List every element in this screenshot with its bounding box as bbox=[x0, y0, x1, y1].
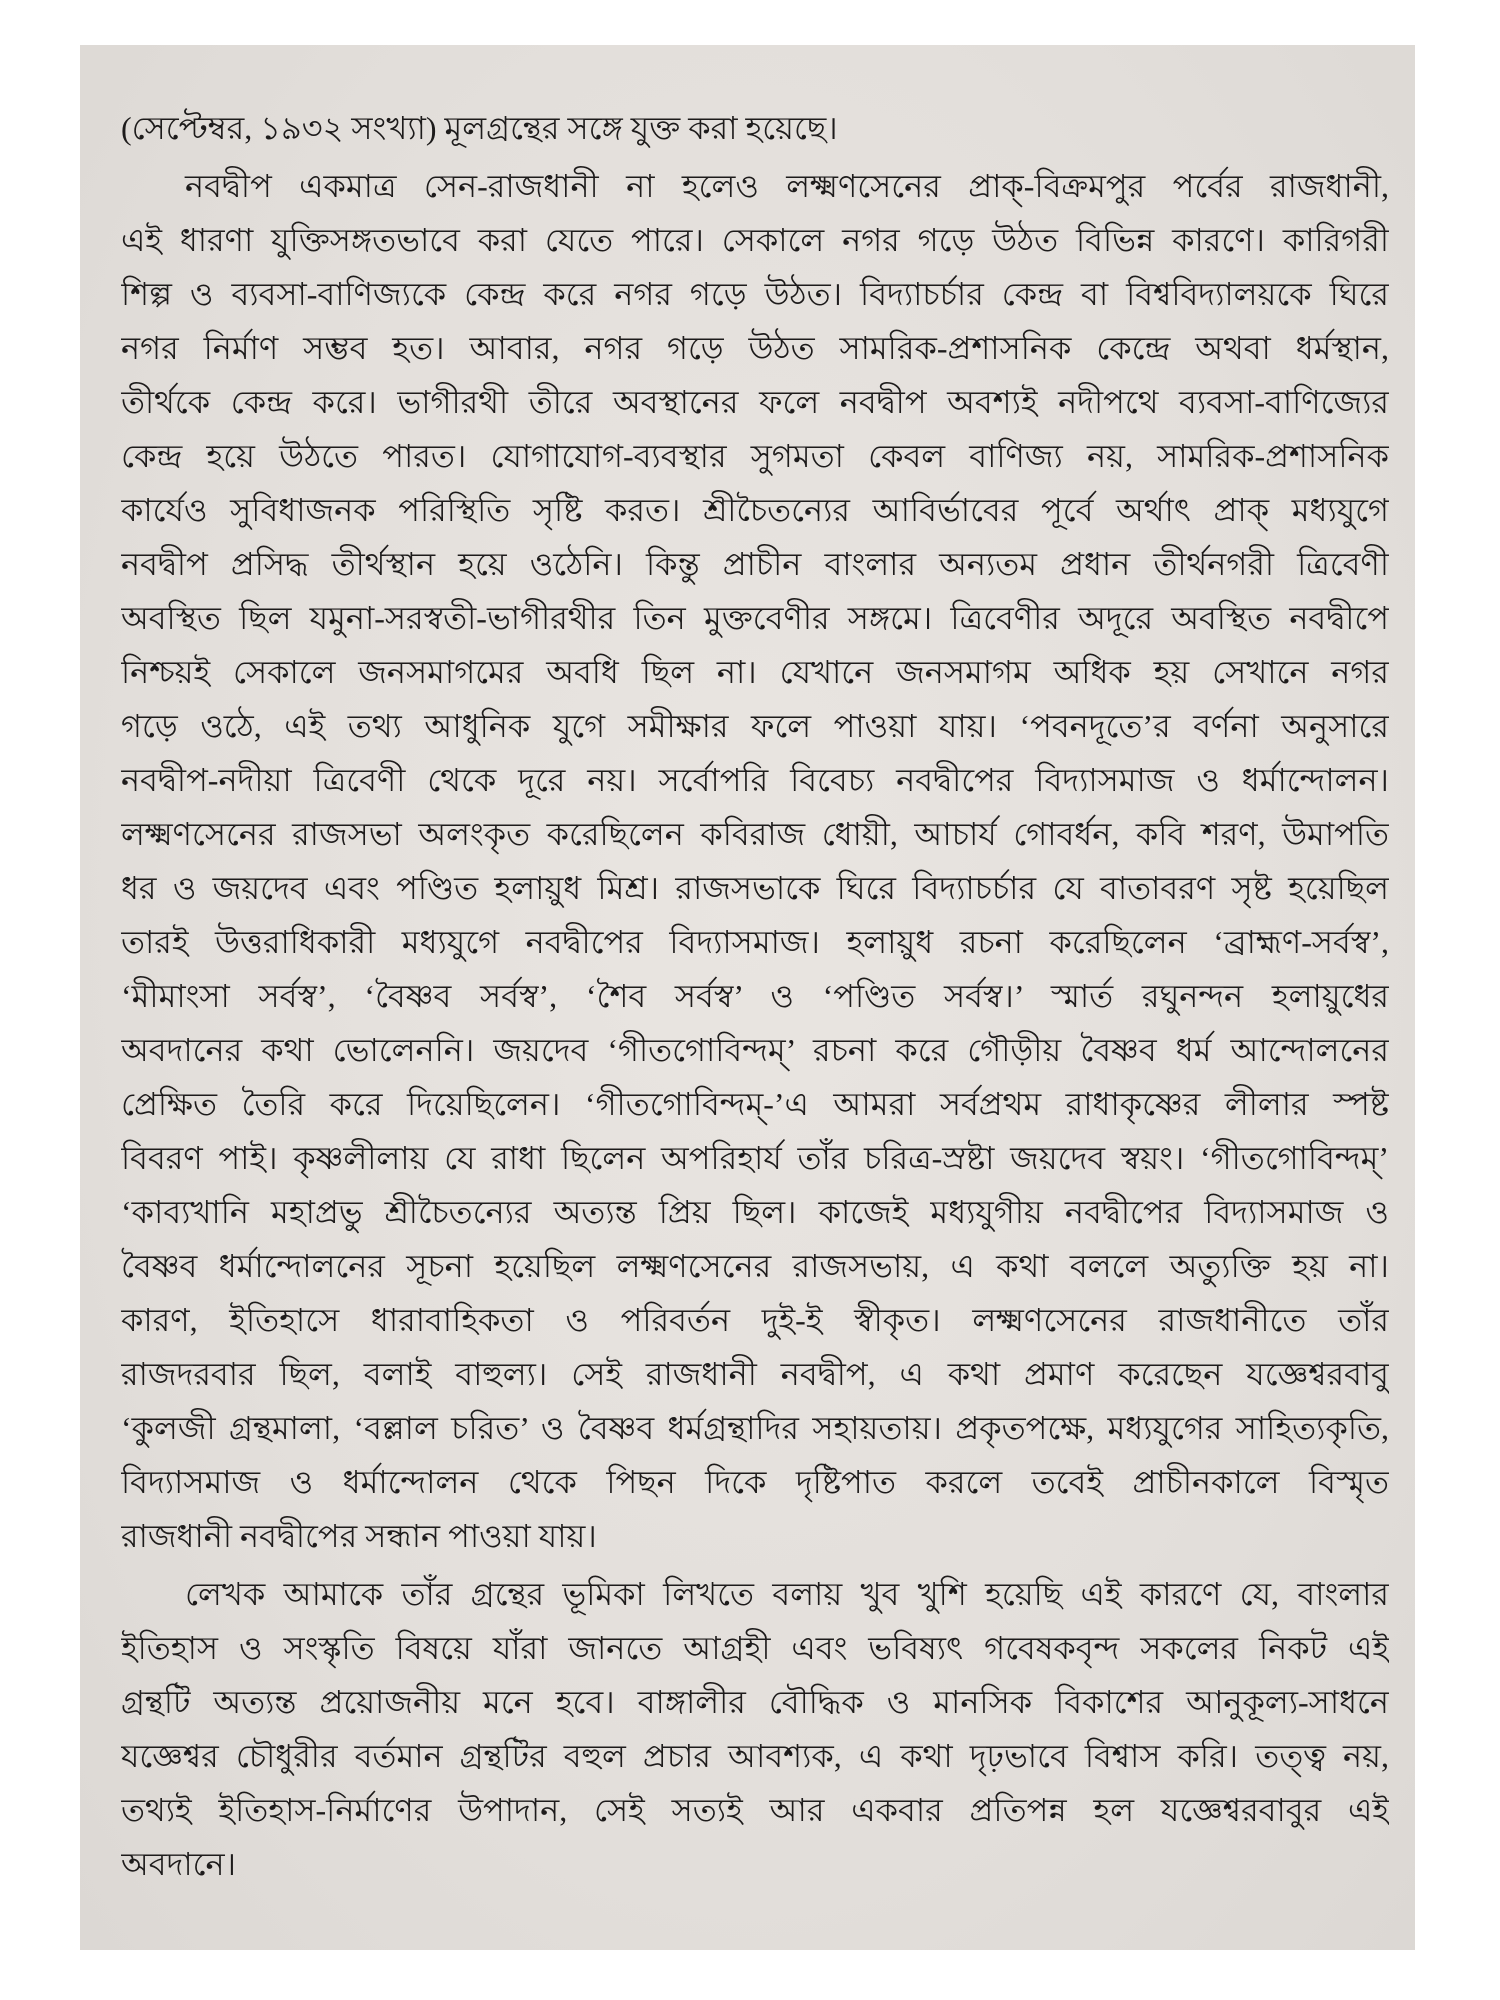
text-line: নবদ্বীপ একমাত্র সেন-রাজধানী না হলেও লক্ষ্মণসেনের প্রাক্-বিক্রমপুর পর্বের রাজধানী, bbox=[185, 168, 1389, 204]
text-line: বৈষ্ণব ধর্মান্দোলনের সূচনা হয়েছিল লক্ষ্মণসেনের রাজসভায়, এ কথা বললে অত্যুক্তি হয় না। bbox=[121, 1248, 1389, 1284]
paragraph-author-note bbox=[121, 1567, 1389, 1891]
page-text bbox=[121, 101, 1389, 1891]
text-line: রাজদরবার ছিল, বলাই বাহুল্য। সেই রাজধানী নবদ্বীপ, এ কথা প্রমাণ করেছেন যজ্ঞেশ্বরবাবু bbox=[121, 1356, 1389, 1392]
text-line: এই ধারণা যুক্তিসঙ্গতভাবে করা যেতে পারে। সেকালে নগর গড়ে উঠত বিভিন্ন কারণে। কারিগরী bbox=[121, 222, 1389, 258]
text-line: অবদানে। bbox=[121, 1846, 237, 1882]
text-line: তীর্থকে কেন্দ্র করে। ভাগীরথী তীরে অবস্থানের ফলে নবদ্বীপ অবশ্যই নদীপথে ব্যবসা-বাণিজ্যের bbox=[121, 384, 1389, 420]
text-line: নবদ্বীপ প্রসিদ্ধ তীর্থস্থান হয়ে ওঠেনি। কিন্তু প্রাচীন বাংলার অন্যতম প্রধান তীর্থনগরী ত্রিবেণী bbox=[121, 546, 1389, 582]
text-line: কার্যেও সুবিধাজনক পরিস্থিতি সৃষ্টি করত। শ্রীচৈতন্যের আবির্ভাবের পূর্বে অর্থাৎ প্রাক্ মধ্যযুগে bbox=[121, 492, 1389, 528]
text-line: ধর ও জয়দেব এবং পণ্ডিত হলায়ুধ মিশ্র। রাজসভাকে ঘিরে বিদ্যাচর্চার যে বাতাবরণ সৃষ্ট হয়েছিল bbox=[121, 870, 1389, 906]
text-line: ইতিহাস ও সংস্কৃতি বিষয়ে যাঁরা জানতে আগ্রহী এবং ভবিষ্যৎ গবেষকবৃন্দ সকলের নিকট এই bbox=[121, 1630, 1389, 1666]
text-line: তথ্যই ইতিহাস-নির্মাণের উপাদান, সেই সত্যই আর একবার প্রতিপন্ন হল যজ্ঞেশ্বরবাবুর এই bbox=[121, 1792, 1389, 1828]
text-line: যজ্ঞেশ্বর চৌধুরীর বর্তমান গ্রন্থটির বহুল প্রচার আবশ্যক, এ কথা দৃঢ়ভাবে বিশ্বাস করি। তত্ত্ব নয়, bbox=[121, 1738, 1389, 1774]
text-line: কেন্দ্র হয়ে উঠতে পারত। যোগাযোগ-ব্যবস্থার সুগমতা কেবল বাণিজ্য নয়, সামরিক-প্রশাসনিক bbox=[121, 438, 1389, 474]
book-page bbox=[80, 45, 1415, 1950]
text-line: রাজধানী নবদ্বীপের সন্ধান পাওয়া যায়। bbox=[121, 1518, 597, 1554]
text-line: নিশ্চয়ই সেকালে জনসমাগমের অবধি ছিল না। যেখানে জনসমাগম অধিক হয় সেখানে নগর bbox=[121, 654, 1389, 690]
text-line: প্রেক্ষিত তৈরি করে দিয়েছিলেন। ‘গীতগোবিন্দম্-’এ আমরা সর্বপ্রথম রাধাকৃষ্ণের লীলার স্পষ্ট bbox=[121, 1086, 1389, 1122]
text-line: শিল্প ও ব্যবসা-বাণিজ্যকে কেন্দ্র করে নগর গড়ে উঠত। বিদ্যাচর্চার কেন্দ্র বা বিশ্ববিদ্যালয়কে ঘিরে bbox=[121, 276, 1389, 312]
text-line: নগর নির্মাণ সম্ভব হত। আবার, নগর গড়ে উঠত সামরিক-প্রশাসনিক কেন্দ্রে অথবা ধর্মস্থান, bbox=[121, 330, 1389, 366]
text-line: বিদ্যাসমাজ ও ধর্মান্দোলন থেকে পিছন দিকে দৃষ্টিপাত করলে তবেই প্রাচীনকালে বিস্মৃত bbox=[121, 1464, 1389, 1500]
text-line: লক্ষ্মণসেনের রাজসভা অলংকৃত করেছিলেন কবিরাজ ধোয়ী, আচার্য গোবর্ধন, কবি শরণ, উমাপতি bbox=[121, 816, 1389, 852]
text-line: নবদ্বীপ-নদীয়া ত্রিবেণী থেকে দূরে নয়। সর্বোপরি বিবেচ্য নবদ্বীপের বিদ্যাসমাজ ও ধর্মান্দোলন। bbox=[121, 762, 1389, 798]
text-line: ‘মীমাংসা সর্বস্ব’, ‘বৈষ্ণব সর্বস্ব’, ‘শৈব সর্বস্ব’ ও ‘পণ্ডিত সর্বস্ব।’ স্মার্ত রঘুনন্দন হলায়ুধের bbox=[121, 978, 1389, 1014]
text-line: গড়ে ওঠে, এই তথ্য আধুনিক যুগে সমীক্ষার ফলে পাওয়া যায়। ‘পবনদূতে’র বর্ণনা অনুসারে bbox=[121, 708, 1389, 744]
text-line: বিবরণ পাই। কৃষ্ণলীলায় যে রাধা ছিলেন অপরিহার্য তাঁর চরিত্র-স্রষ্টা জয়দেব স্বয়ং। ‘গীতগোবিন্দম্’ bbox=[121, 1140, 1389, 1176]
text-line: অবস্থিত ছিল যমুনা-সরস্বতী-ভাগীরথীর তিন মুক্তবেণীর সঙ্গমে। ত্রিবেণীর অদূরে অবস্থিত নবদ্বীপে bbox=[121, 600, 1389, 636]
text-line: তারই উত্তরাধিকারী মধ্যযুগে নবদ্বীপের বিদ্যাসমাজ। হলায়ুধ রচনা করেছিলেন ‘ব্রাহ্মণ-সর্বস্ব’, bbox=[121, 924, 1389, 960]
text-line: ‘কুলজী গ্রন্থমালা, ‘বল্লাল চরিত’ ও বৈষ্ণব ধর্মগ্রন্থাদির সহায়তায়। প্রকৃতপক্ষে, মধ্যযুগের সাহিত্যকৃতি, bbox=[121, 1410, 1389, 1446]
paragraph-nabadwip-capital bbox=[121, 159, 1389, 1563]
paragraph-continuation bbox=[121, 101, 1389, 155]
text-line: গ্রন্থটি অত্যন্ত প্রয়োজনীয় মনে হবে। বাঙ্গালীর বৌদ্ধিক ও মানসিক বিকাশের আনুকূল্য-সাধনে bbox=[121, 1684, 1389, 1720]
text-line: অবদানের কথা ভোলেননি। জয়দেব ‘গীতগোবিন্দম্’ রচনা করে গৌড়ীয় বৈষ্ণব ধর্ম আন্দোলনের bbox=[121, 1032, 1389, 1068]
text-line: ‘কাব্যখানি মহাপ্রভু শ্রীচৈতন্যের অত্যন্ত প্রিয় ছিল। কাজেই মধ্যযুগীয় নবদ্বীপের বিদ্যাসমাজ ও bbox=[121, 1194, 1389, 1230]
text-line: (সেপ্টেম্বর, ১৯৩২ সংখ্যা) মূলগ্রন্থের সঙ্গে যুক্ত করা হয়েছে। bbox=[121, 110, 838, 146]
text-line: কারণ, ইতিহাসে ধারাবাহিকতা ও পরিবর্তন দুই-ই স্বীকৃত। লক্ষ্মণসেনের রাজধানীতে তাঁর bbox=[121, 1302, 1389, 1338]
text-line: লেখক আমাকে তাঁর গ্রন্থের ভূমিকা লিখতে বলায় খুব খুশি হয়েছি এই কারণে যে, বাংলার bbox=[185, 1576, 1389, 1612]
